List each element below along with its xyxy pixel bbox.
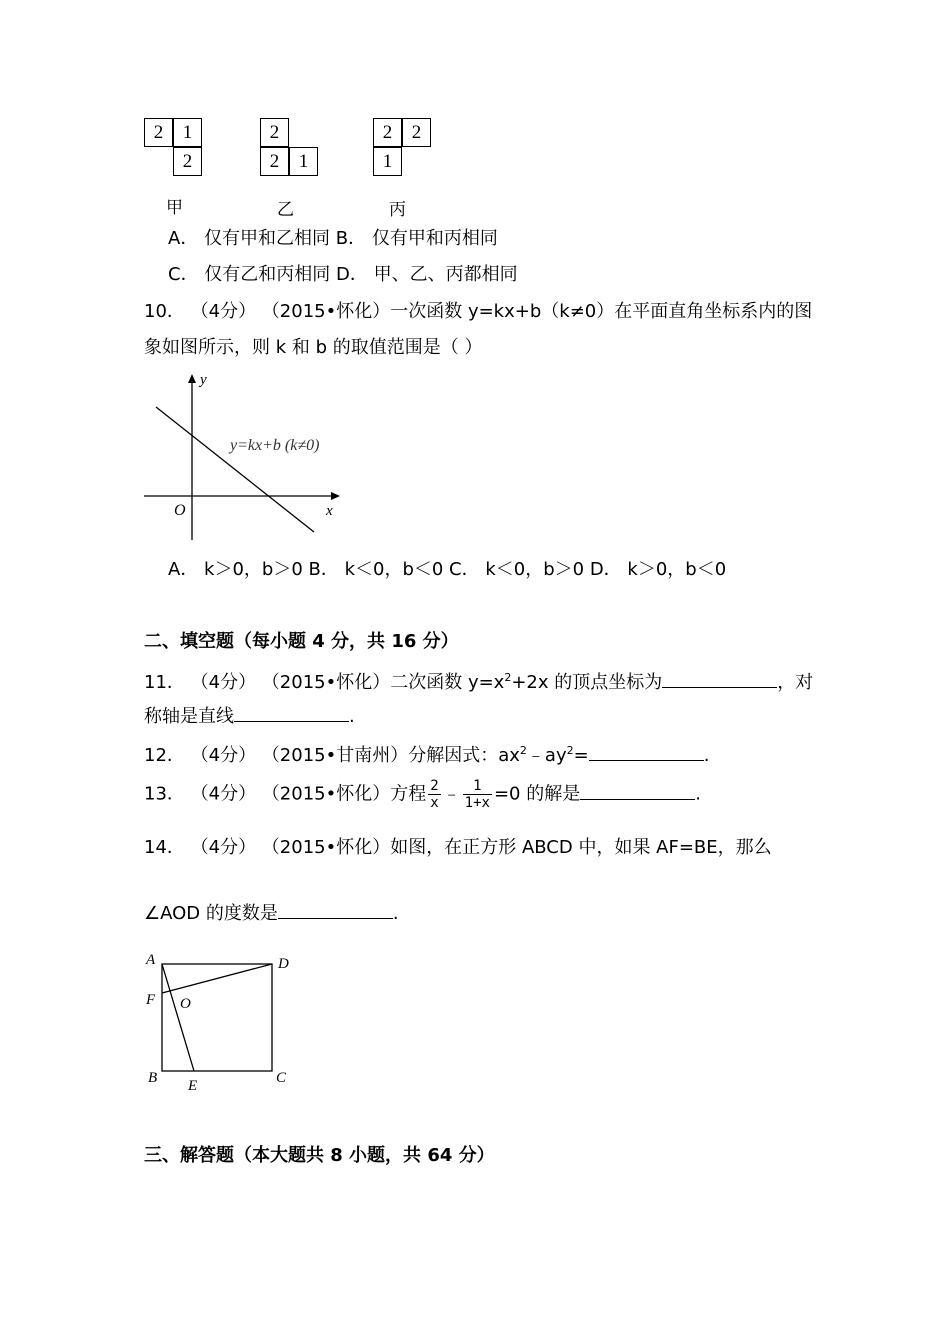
q12-sup1: 2: [519, 744, 527, 757]
q11-prefix: 11． （4分） （2015•怀化）二次函数 y=x: [144, 672, 505, 693]
q11-axis-blank[interactable]: [234, 703, 349, 722]
q13-suffix: =0 的解是: [493, 783, 581, 805]
q12-suffix: =: [573, 745, 589, 766]
q11-line2-text: 称轴是直线: [144, 706, 234, 727]
q11-after-blank: ，对: [777, 672, 814, 693]
q13-frac2-den: 1+x: [464, 795, 490, 811]
grid-yi-cell: 2: [260, 118, 289, 147]
grid-yi-cell: 1: [289, 147, 318, 176]
label-e: E: [188, 1078, 198, 1094]
grid-yi-cell: 2: [260, 147, 289, 176]
q12-answer-blank[interactable]: [589, 742, 704, 761]
label-d: D: [278, 956, 289, 972]
q13-frac1-den: x: [430, 795, 439, 811]
q13-prefix: 13． （4分） （2015•怀化）方程: [144, 783, 427, 805]
q12-line: [144, 740, 709, 767]
label-c: C: [276, 1070, 287, 1086]
q13-end: .: [695, 783, 701, 805]
q11-sup: 2: [504, 671, 512, 684]
grid-bing-label: 丙: [389, 200, 406, 220]
segment-ae: [162, 964, 194, 1071]
label-a: A: [146, 952, 156, 968]
q13-fraction-2: [463, 778, 492, 811]
q12-end: .: [703, 745, 710, 766]
q11-answer-blank[interactable]: [662, 669, 777, 688]
q13-minus: ﹣: [442, 783, 461, 805]
grid-bing-cell: 2: [402, 118, 431, 147]
q14-square-figure: [140, 948, 310, 1098]
section3-title: 三、解答题（本大题共 8 小题，共 64 分）: [144, 1145, 495, 1166]
q13-line: [144, 778, 701, 811]
grid-jia-cell: 2: [144, 118, 173, 147]
grid-jia-label: 甲: [166, 198, 183, 218]
label-b: B: [148, 1070, 158, 1086]
y-axis-label: y: [200, 372, 207, 388]
q14-stem: 14． （4分） （2015•怀化）如图，在正方形 ABCD 中，如果 AF=BE，那么: [144, 837, 772, 858]
q9-options-line2: C． 仅有乙和丙相同 D． 甲、乙、丙都相同: [168, 264, 518, 285]
x-axis-label: x: [326, 503, 333, 519]
grid-yi-label: 乙: [277, 200, 294, 220]
q10-graph: [140, 372, 350, 542]
q11-line1: [144, 667, 813, 694]
q13-frac2-num: 1: [463, 778, 492, 795]
line-label: y=kx+b (k≠0): [230, 437, 320, 454]
q13-frac1-num: 2: [430, 778, 439, 794]
y-axis-arrow: [188, 374, 196, 383]
q14-end: .: [392, 903, 399, 924]
label-f: F: [146, 992, 156, 1008]
q14-line2: [144, 900, 399, 925]
q10-stem-line1: 10． （4分） （2015•怀化）一次函数 y=kx+b（k≠0）在平面直角坐标系内的图: [144, 301, 813, 322]
q14-line2-text: ∠AOD 的度数是: [144, 903, 278, 924]
origin-label: O: [174, 502, 186, 519]
segment-fd: [162, 964, 272, 993]
grid-jia-cell: 1: [173, 118, 202, 147]
label-o: O: [180, 996, 191, 1012]
q11-line2: [144, 703, 355, 728]
grid-jia-cell: 2: [173, 147, 202, 176]
q9-options-line1: A． 仅有甲和乙相同 B． 仅有甲和丙相同: [168, 228, 498, 249]
grid-bing-cell: 1: [373, 147, 402, 176]
q10-stem-line2: 象如图所示，则 k 和 b 的取值范围是（ ）: [144, 337, 483, 358]
q11-line2-end: .: [349, 706, 355, 727]
q12-prefix: 12． （4分） （2015•甘南州）分解因式：ax: [144, 745, 520, 766]
q14-answer-blank[interactable]: [278, 900, 393, 919]
q12-mid: ﹣ay: [526, 745, 567, 766]
q13-answer-blank[interactable]: [580, 781, 695, 800]
q10-options: A． k＞0，b＞0 B． k＜0，b＜0 C． k＜0，b＞0 D． k＞0，b＜0: [168, 559, 727, 580]
grid-bing-cell: 2: [373, 118, 402, 147]
q13-fraction-1: [428, 778, 440, 811]
q12-sup2: 2: [566, 744, 574, 757]
q11-suffix: +2x 的顶点坐标为: [511, 672, 663, 693]
section2-title: 二、填空题（每小题 4 分，共 16 分）: [144, 631, 459, 652]
x-axis-arrow: [331, 492, 340, 500]
